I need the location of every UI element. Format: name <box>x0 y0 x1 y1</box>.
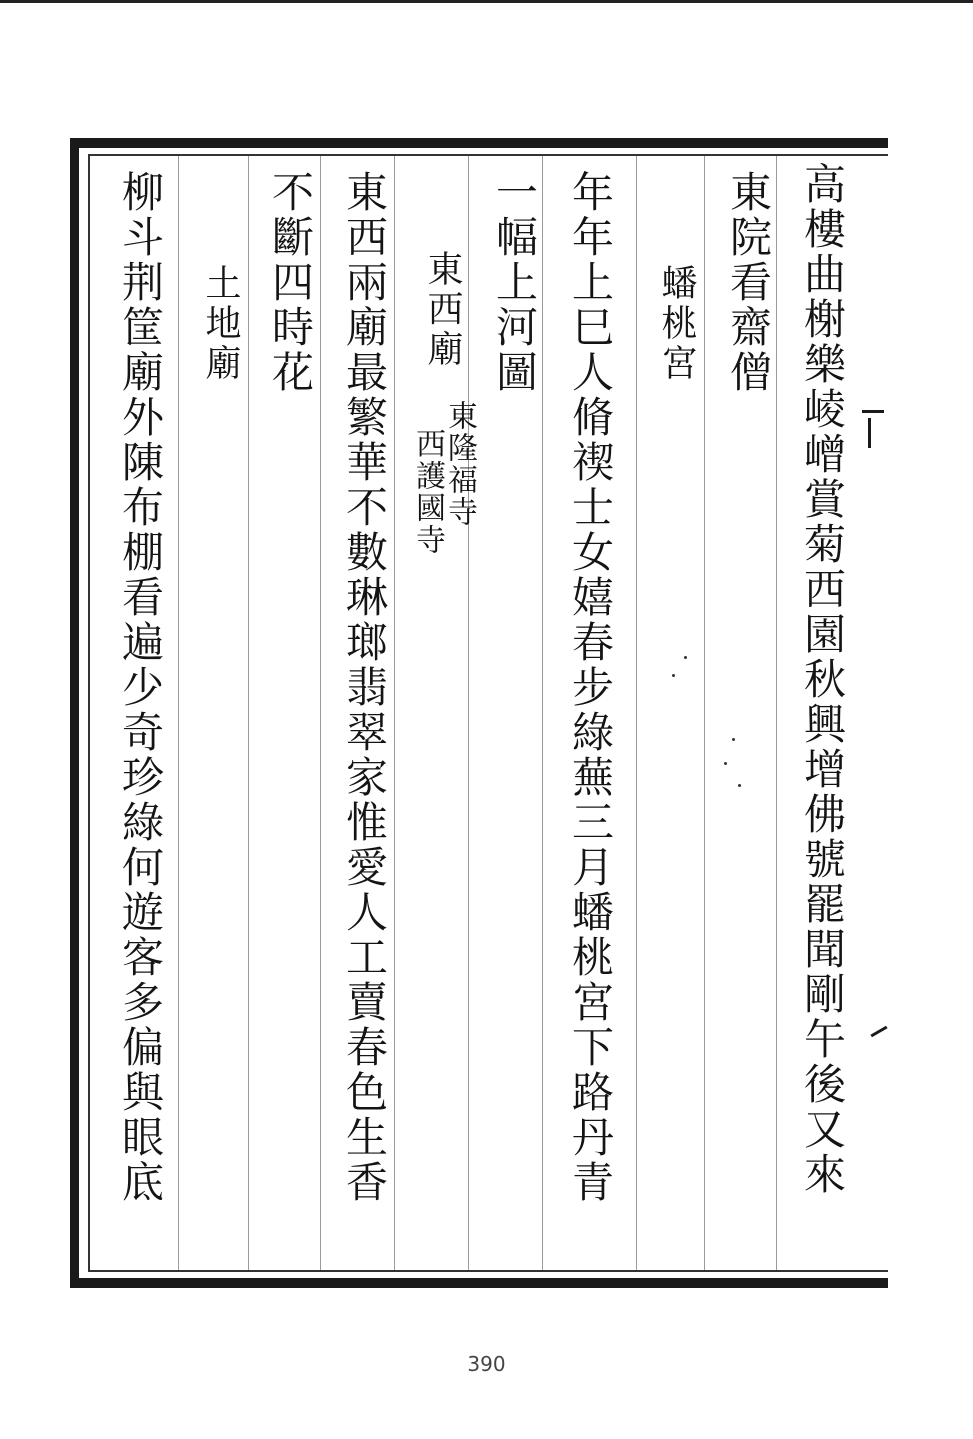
text-column-7: 東西兩廟最繁華不數琳瑯翡翠家惟愛人工賣春色生香 <box>340 170 389 1205</box>
text-column-3-heading: 蟠桃宮 <box>656 264 697 384</box>
ink-speck <box>724 762 727 765</box>
column-rule <box>248 156 249 1270</box>
ink-speck <box>732 738 735 741</box>
text-column-10: 柳斗荆筐廟外陳布棚看遍少奇珍綠何遊客多偏與眼底 <box>116 170 165 1205</box>
column-rule <box>394 156 395 1270</box>
text-column-1: 高樓曲榭樂崚嶒賞菊西園秋興增佛號罷聞剛午後又來 <box>798 162 847 1197</box>
column-rule <box>320 156 321 1270</box>
ink-speck <box>672 674 675 677</box>
frame-inner-bottom-rule <box>88 1270 888 1272</box>
top-border-rule <box>0 0 973 3</box>
ink-speck <box>684 656 687 659</box>
frame-left-border <box>70 138 79 1288</box>
column-rule <box>178 156 179 1270</box>
text-column-8: 不斷四時花 <box>266 170 315 395</box>
text-column-5: 一幅上河圖 <box>490 170 539 395</box>
margin-mark <box>868 418 871 448</box>
frame-top-border <box>70 138 888 148</box>
text-column-9-heading: 土地廟 <box>200 264 241 384</box>
margin-mark <box>870 1026 887 1038</box>
frame-bottom-border <box>70 1278 888 1288</box>
margin-mark <box>862 410 884 413</box>
page-frame <box>70 138 888 1288</box>
text-column-6-note-east: 東隆福寺 <box>442 400 477 528</box>
frame-inner-left-rule <box>88 154 90 1272</box>
ink-speck <box>738 784 741 787</box>
frame-inner-top-rule <box>88 154 888 156</box>
text-column-6-note-west: 西護國寺 <box>410 428 445 556</box>
column-rule <box>776 156 777 1270</box>
text-column-6-heading: 東西廟 <box>422 250 463 370</box>
column-rule <box>704 156 705 1270</box>
text-column-4: 年年上巳人脩禊士女嬉春步綠蕪三月蟠桃宮下路丹青 <box>566 170 615 1205</box>
page-number: 390 <box>467 1352 506 1376</box>
text-column-2: 東院看齋僧 <box>724 170 773 395</box>
column-rule <box>468 156 469 1270</box>
column-rule <box>542 156 543 1270</box>
column-rule <box>636 156 637 1270</box>
